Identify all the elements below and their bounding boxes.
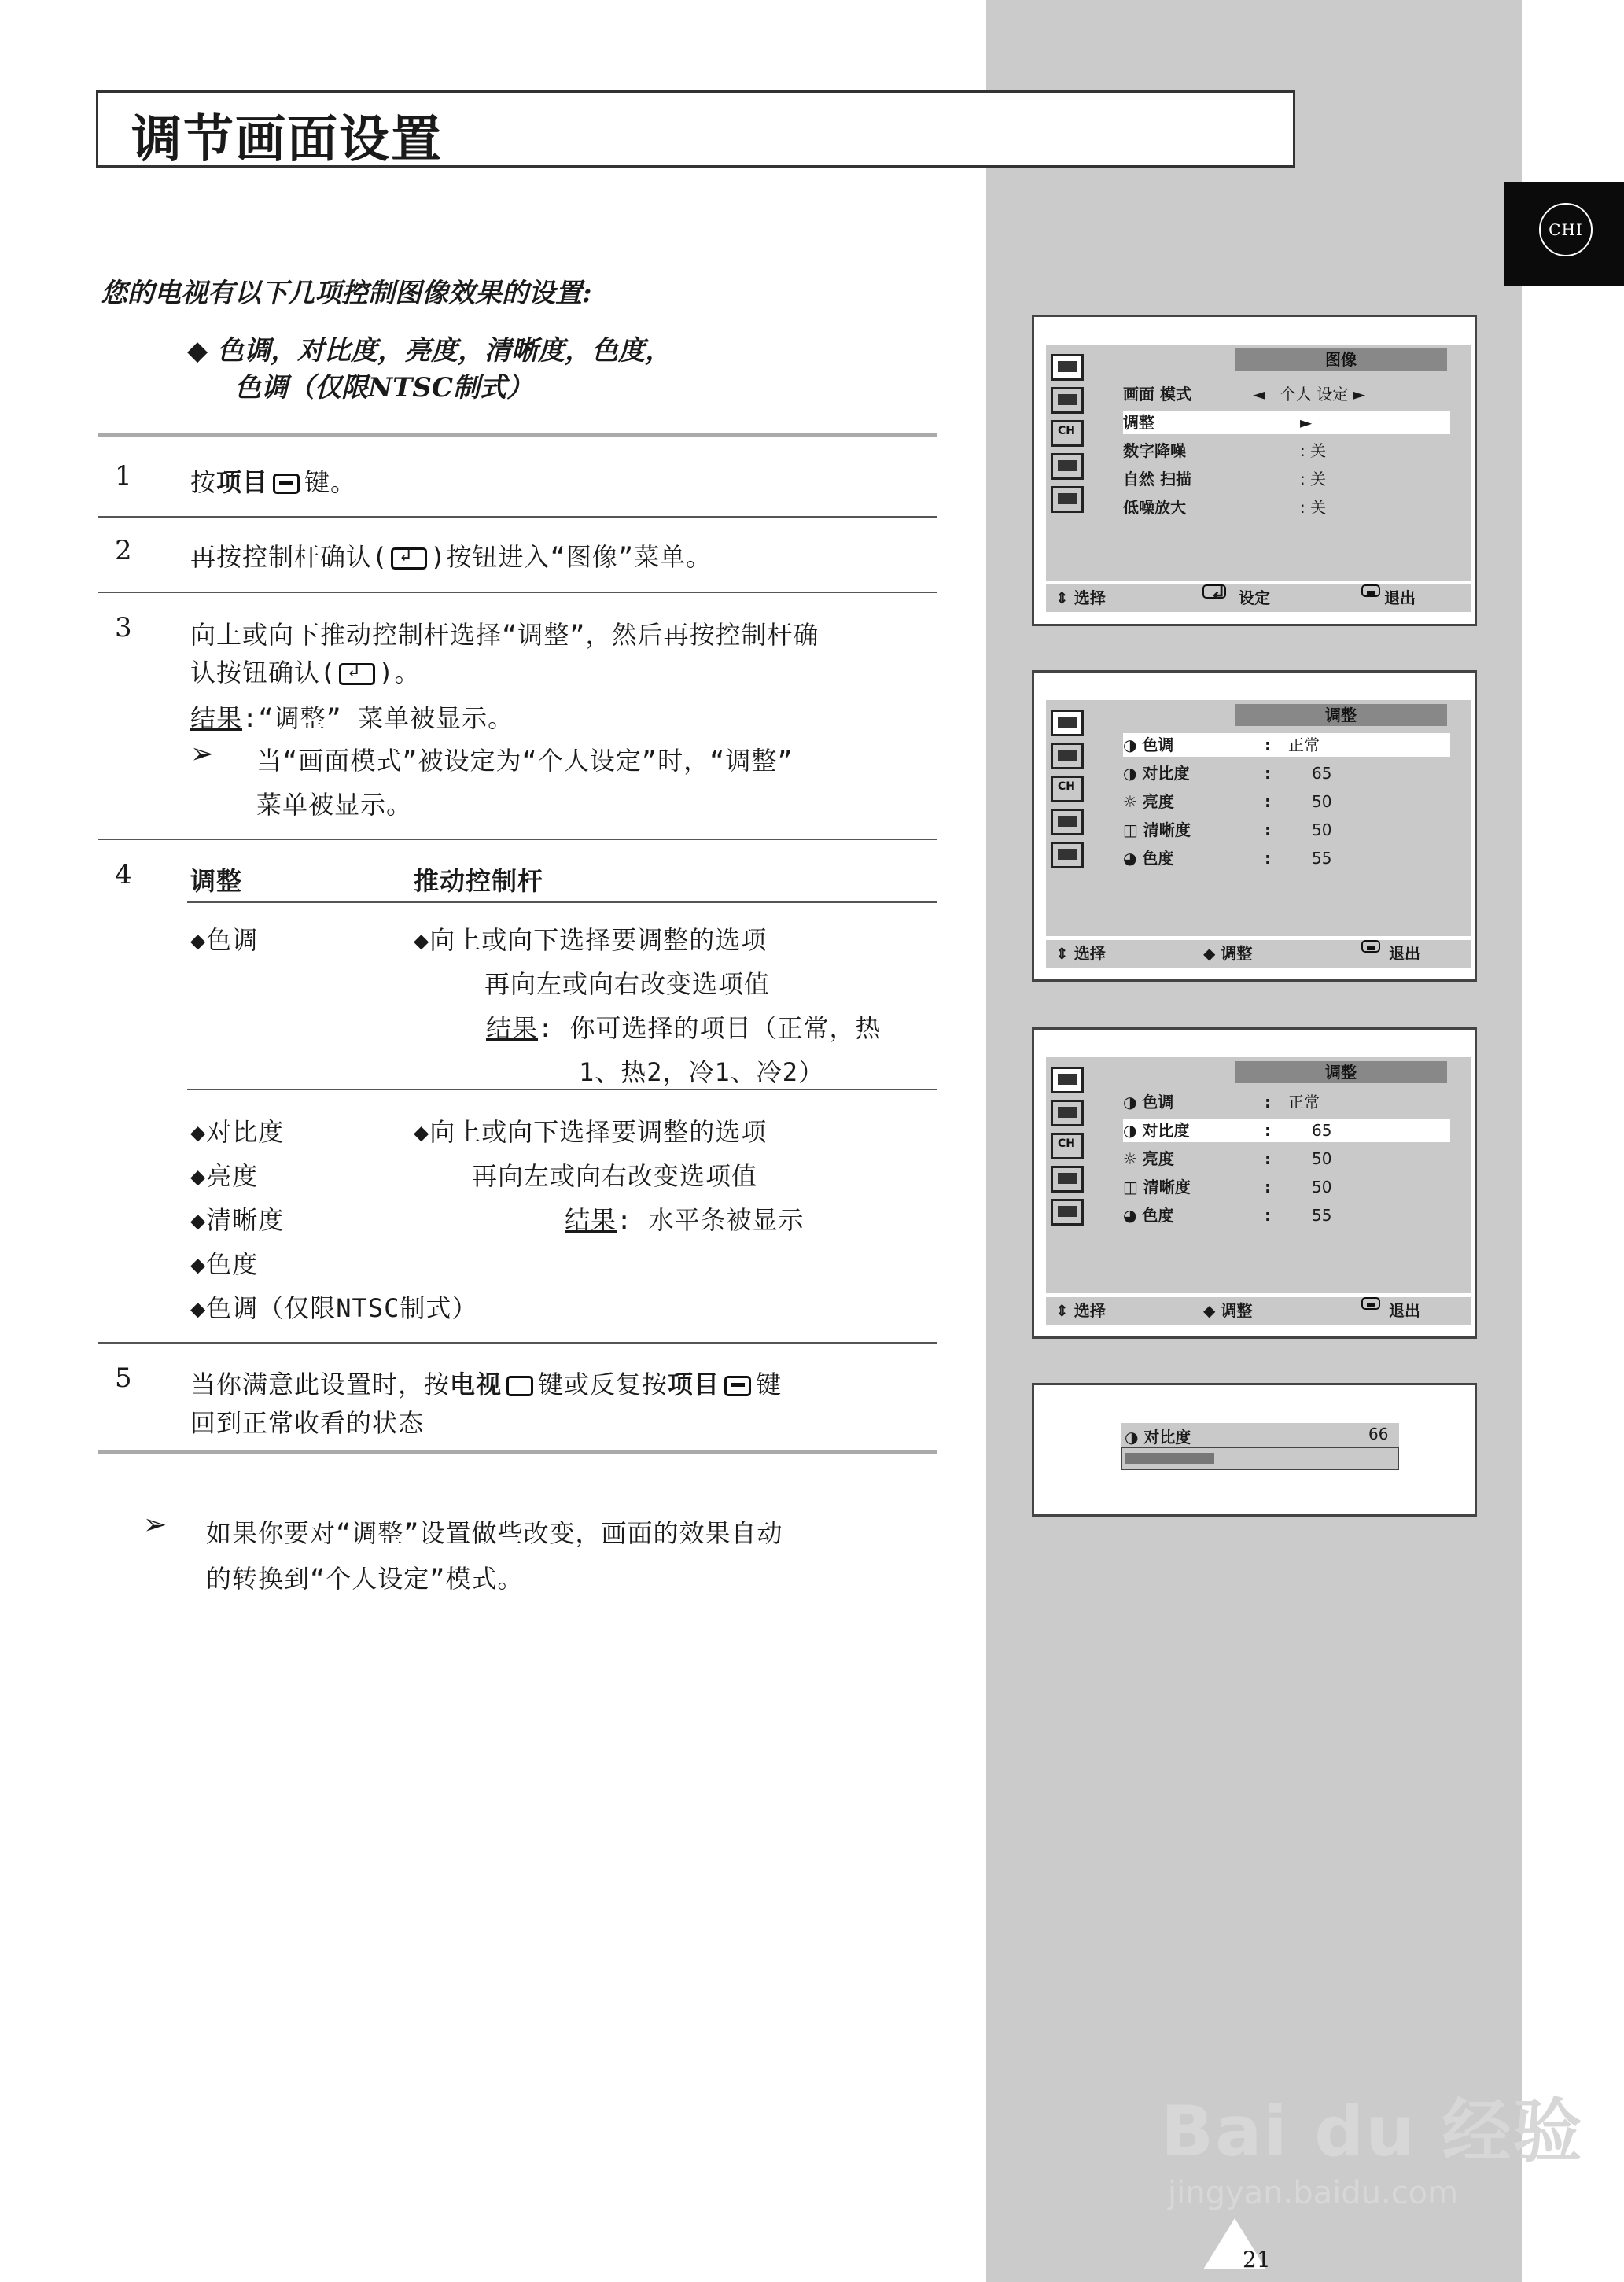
setup-icon	[1051, 842, 1084, 868]
tv-button-icon	[506, 1376, 533, 1396]
step4-row2-item: ◆色调（仅限NTSC制式）	[190, 1293, 478, 1323]
menu-row: ◫ 清晰度 : 50	[1123, 820, 1332, 839]
screen-picture-menu	[1032, 315, 1477, 626]
intro-bullet-line1: ◆ 色调，对比度，亮度，清晰度，色度，	[187, 335, 672, 367]
menu-footer: ⇕ 选择 ◆ 调整 退出	[1046, 940, 1471, 968]
menu-button-icon	[1361, 940, 1380, 953]
step-number: 2	[115, 535, 132, 566]
bottom-note-line1: 如果你要对“调整”设置做些改变，画面的效果自动	[206, 1518, 783, 1548]
menu-row: ☼ 亮度 : 50	[1123, 1149, 1332, 1168]
menu-row: ☼ 亮度 : 50	[1123, 792, 1332, 811]
step3-result: 结果:“调整” 菜单被显示。	[190, 703, 514, 733]
screen-adjust-menu-contrast	[1032, 1027, 1477, 1339]
step-number: 1	[115, 460, 132, 492]
menu-button-icon	[1361, 584, 1380, 597]
step5-line2: 回到正常收看的状态	[190, 1408, 425, 1438]
menu-row-selected: 调整 ►	[1123, 411, 1450, 434]
intro-heading: 您的电视有以下几项控制图像效果的设置:	[101, 278, 592, 309]
step3-note-line1: 当“画面模式”被设定为“个人设定”时，“调整”	[256, 746, 794, 776]
menu-row: 数字降噪 : 关	[1123, 441, 1327, 460]
step4-col-header-1: 调整	[190, 866, 243, 896]
divider	[98, 516, 937, 518]
divider	[187, 901, 937, 903]
channel-icon	[1051, 1133, 1084, 1159]
picture-icon	[1051, 710, 1084, 736]
function-icon	[1051, 453, 1084, 480]
page-title: 调节画面设置	[131, 110, 443, 169]
watermark-brand: Bai du 经验	[1161, 2091, 1584, 2172]
step-number: 5	[115, 1362, 132, 1394]
divider	[98, 433, 937, 437]
menu-row: 画面 模式 ◄ 个人 设定 ►	[1123, 385, 1366, 404]
divider	[98, 1450, 937, 1454]
step3-note-line2: 菜单被显示。	[256, 790, 413, 820]
enter-icon	[1202, 584, 1226, 599]
channel-icon	[1051, 776, 1084, 802]
menu-button-icon	[1361, 1297, 1380, 1310]
divider	[98, 839, 937, 840]
bar-label: ◑ 对比度	[1125, 1428, 1191, 1447]
menu-row: 自然 扫描 : 关	[1123, 470, 1327, 488]
menu-title: 图像	[1235, 348, 1447, 371]
page-number: 21	[1243, 2247, 1271, 2273]
menu-button-icon	[273, 474, 300, 494]
sound-icon	[1051, 743, 1084, 769]
side-icons	[1049, 348, 1093, 513]
picture-icon	[1051, 354, 1084, 381]
step4-row2-item: ◆亮度	[190, 1161, 259, 1191]
bar-value: 66	[1368, 1425, 1389, 1443]
menu-footer: ⇕ 选择 ◆ 调整 退出	[1046, 1297, 1471, 1325]
step4-row2-item: ◆色度	[190, 1249, 259, 1279]
menu-row-selected: ◑ 对比度 : 65	[1123, 1119, 1450, 1142]
step3-line1: 向上或向下推动控制杆选择“调整”，然后再按控制杆确	[190, 620, 819, 650]
enter-icon	[339, 663, 375, 685]
step5-line1: 当你满意此设置时，按电视 键或反复按项目 键	[190, 1370, 783, 1399]
step4-row2-item: ◆清晰度	[190, 1205, 285, 1235]
bottom-note-line2: 的转换到“个人设定”模式。	[206, 1564, 524, 1594]
function-icon	[1051, 809, 1084, 835]
step2-text: 再按控制杆确认(↲ )按钮进入“图像”菜单。	[190, 537, 712, 573]
step4-row2-b: 再向左或向右改变选项值	[472, 1161, 758, 1191]
step4-row1-result2: 1、热2，冷1、冷2）	[579, 1057, 825, 1087]
menu-title: 调整	[1235, 1061, 1447, 1083]
step4-row1-b: 再向左或向右改变选项值	[484, 969, 771, 999]
level-bar	[1121, 1447, 1399, 1470]
setup-icon	[1051, 1199, 1084, 1226]
page-title-box	[96, 90, 1295, 168]
menu-title: 调整	[1235, 704, 1447, 726]
step-number: 4	[115, 859, 132, 890]
step1-text: 按项目 键。	[190, 467, 357, 497]
sound-icon	[1051, 387, 1084, 414]
step4-row2-item: ◆对比度	[190, 1117, 285, 1147]
menu-row: 低噪放大 : 关	[1123, 498, 1327, 517]
menu-row-selected: ◑ 色调 : 正常	[1123, 733, 1450, 757]
side-icons	[1049, 703, 1093, 868]
step3-line2: 认按钮确认(↲ )。	[190, 653, 421, 689]
menu-row: ◑ 对比度 : 65	[1123, 764, 1332, 783]
language-tab-label: CHI	[1539, 203, 1593, 256]
picture-icon	[1051, 1067, 1084, 1093]
step4-row2-result: 结果: 水平条被显示	[565, 1205, 805, 1235]
divider	[98, 1342, 937, 1344]
screen-contrast-bar	[1032, 1383, 1477, 1517]
note-arrow-icon: ➢	[190, 738, 215, 770]
menu-panel	[1046, 700, 1471, 936]
menu-footer: ⇕ 选择 ↲ 设定 退出	[1046, 584, 1471, 612]
menu-panel	[1046, 345, 1471, 581]
setup-icon	[1051, 486, 1084, 513]
step-number: 3	[115, 612, 132, 643]
menu-panel	[1046, 1057, 1471, 1293]
note-arrow-icon: ➢	[143, 1509, 168, 1541]
side-icons	[1049, 1060, 1093, 1226]
divider	[98, 592, 937, 593]
menu-button-icon	[724, 1376, 751, 1396]
channel-icon	[1051, 420, 1084, 447]
divider	[187, 1089, 937, 1090]
sound-icon	[1051, 1100, 1084, 1126]
step4-row2-a: ◆向上或向下选择要调整的选项	[414, 1117, 768, 1147]
screen-adjust-menu	[1032, 670, 1477, 982]
menu-row: ◕ 色度 : 55	[1123, 849, 1332, 868]
watermark-url: jingyan.baidu.com	[1168, 2175, 1459, 2211]
menu-row: ◑ 色调 : 正常	[1123, 1093, 1320, 1112]
menu-row: ◕ 色度 : 55	[1123, 1206, 1332, 1225]
enter-icon	[391, 547, 427, 570]
intro-bullet-line2: 色调（仅限NTSC制式）	[234, 372, 533, 404]
step4-row1-result: 结果: 你可选择的项目（正常，热	[486, 1013, 882, 1043]
step4-row1-item: ◆色调	[190, 925, 259, 955]
step4-row1-a: ◆向上或向下选择要调整的选项	[414, 925, 768, 955]
step4-col-header-2: 推动控制杆	[414, 866, 544, 896]
function-icon	[1051, 1166, 1084, 1193]
level-bar-fill	[1125, 1453, 1214, 1464]
menu-row: ◫ 清晰度 : 50	[1123, 1178, 1332, 1196]
